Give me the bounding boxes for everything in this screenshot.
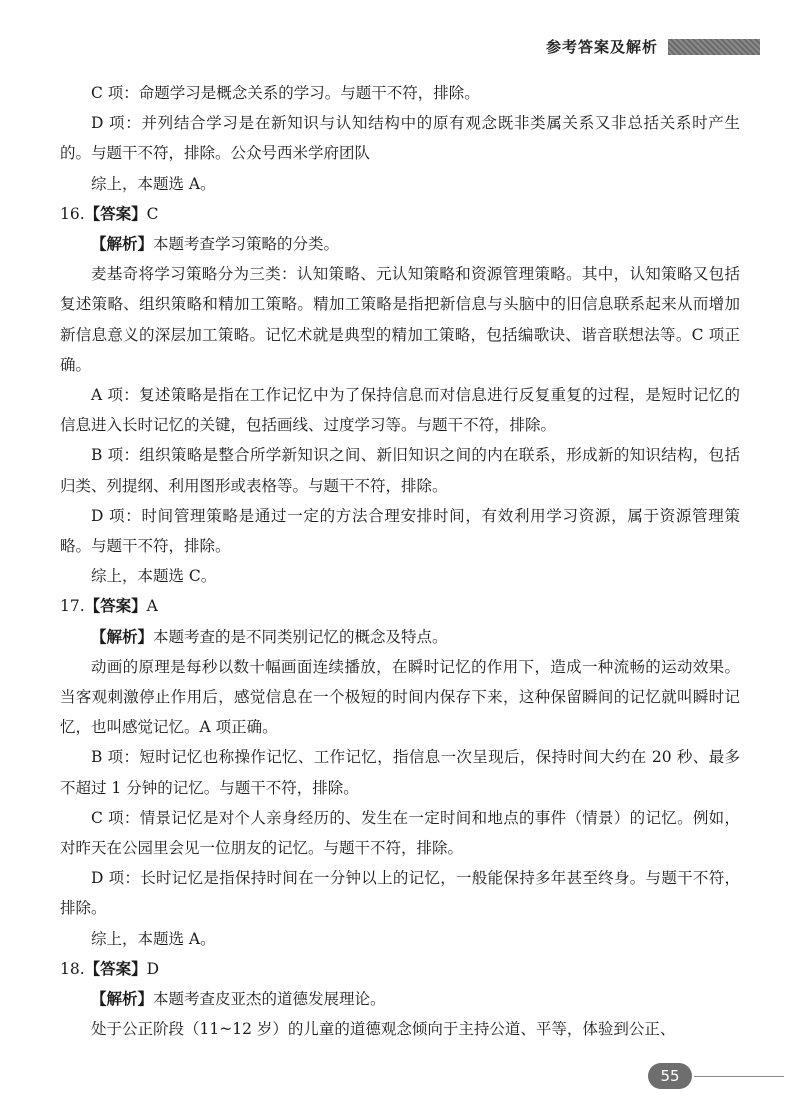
q17-number: 17. [60, 597, 85, 616]
page-content [60, 78, 740, 1045]
q16-option-d: D 项：时间管理策略是通过一定的方法合理安排时间，有效利用学习资源，属于资源管理策略。与题干不符，排除。 [60, 506, 740, 556]
q18-analysis-label: 【解析】 [91, 990, 154, 1009]
page-footer [648, 1063, 784, 1089]
q18-answer-label: 【答案】 [84, 959, 147, 978]
q16-answer: C [146, 204, 159, 223]
header-decoration-bar [668, 39, 760, 55]
q17-answer-line [60, 591, 740, 621]
q18-analysis-line [60, 984, 740, 1014]
q16-answer-line [60, 199, 740, 229]
q16-option-b: B 项：组织策略是整合所学新知识之间、新旧知识之间的内在联系，形成新的知识结构，包括归类、列提纲、利用图形或表格等。与题干不符，排除。 [60, 446, 740, 495]
q18-answer: D [146, 959, 160, 978]
q16-answer-label: 【答案】 [84, 204, 147, 223]
q17-answer-label: 【答案】 [84, 597, 147, 616]
q18-analysis: 本题考查皮亚杰的道德发展理论。 [153, 990, 386, 1009]
q16-summary: 综上，本题选 C。 [91, 567, 217, 586]
q17-option-b: B 项：短时记忆也称操作记忆、工作记忆，指信息一次呈现后，保持时间大约在 20 秒、最多不超过 1 分钟的记忆。与题干不符，排除。 [60, 748, 740, 797]
q15-option-d: D 项：并列结合学习是在新知识与认知结构中的原有观念既非类属关系又非总括关系时产生的。与题干不符，排除。公众号西米学府团队 [60, 114, 740, 163]
q17-option-c: C 项：情景记忆是对个人亲身经历的、发生在一定时间和地点的事件（情景）的记忆。例如，对昨天在公园里会见一位朋友的记忆。与题干不符，排除。 [60, 808, 740, 858]
q15-summary: 综上，本题选 A。 [91, 174, 216, 193]
q15-option-c: C 项：命题学习是概念关系的学习。与题干不符，排除。 [91, 84, 480, 102]
q16-analysis-label: 【解析】 [91, 235, 154, 254]
running-header [546, 36, 760, 57]
q16-option-a: A 项：复述策略是指在工作记忆中为了保持信息而对信息进行反复重复的过程，是短时记忆的信息进入长时记忆的关键，包括画线、过度学习等。与题干不符，排除。 [60, 386, 740, 435]
q16-paragraph: 麦基奇将学习策略分为三类：认知策略、元认知策略和资源管理策略。其中，认知策略又包括复述策略、组织策略和精加工策略。精加工策略是指把新信息与头脑中的旧信息联系起来从而增加新信息意义的深层加工策略。记忆术就是典型的精加工策略，包括编歌诀、谐音联想法等。C 项正确。 [60, 265, 740, 374]
q17-answer: A [146, 597, 158, 616]
q18-number: 18. [60, 959, 85, 978]
q17-summary: 综上，本题选 A。 [91, 929, 216, 948]
q17-analysis: 本题考查的是不同类别记忆的概念及特点。 [153, 627, 448, 646]
footer-rule [694, 1076, 784, 1077]
q17-paragraph: 动画的原理是每秒以数十幅画面连续播放，在瞬时记忆的作用下，造成一种流畅的运动效果。当客观刺激停止作用后，感觉信息在一个极短的时间内保存下来，这种保留瞬间的记忆就叫瞬时记忆，也叫感觉记忆。A 项正确。 [60, 657, 740, 737]
q18-paragraph: 处于公正阶段（11~12 岁）的儿童的道德观念倾向于主持公道、平等，体验到公正、 [91, 1020, 676, 1039]
q17-option-d: D 项：长时记忆是指保持时间在一分钟以上的记忆，一般能保持多年甚至终身。与题干不符，排除。 [60, 869, 740, 918]
q16-number: 16. [60, 204, 85, 223]
page-number: 55 [648, 1063, 692, 1089]
q18-answer-line [60, 954, 740, 984]
header-title: 参考答案及解析 [545, 38, 658, 56]
q17-analysis-label: 【解析】 [91, 627, 154, 646]
q16-analysis-line [60, 229, 740, 259]
q16-analysis: 本题考查学习策略的分类。 [153, 235, 340, 254]
q17-analysis-line [60, 622, 740, 652]
